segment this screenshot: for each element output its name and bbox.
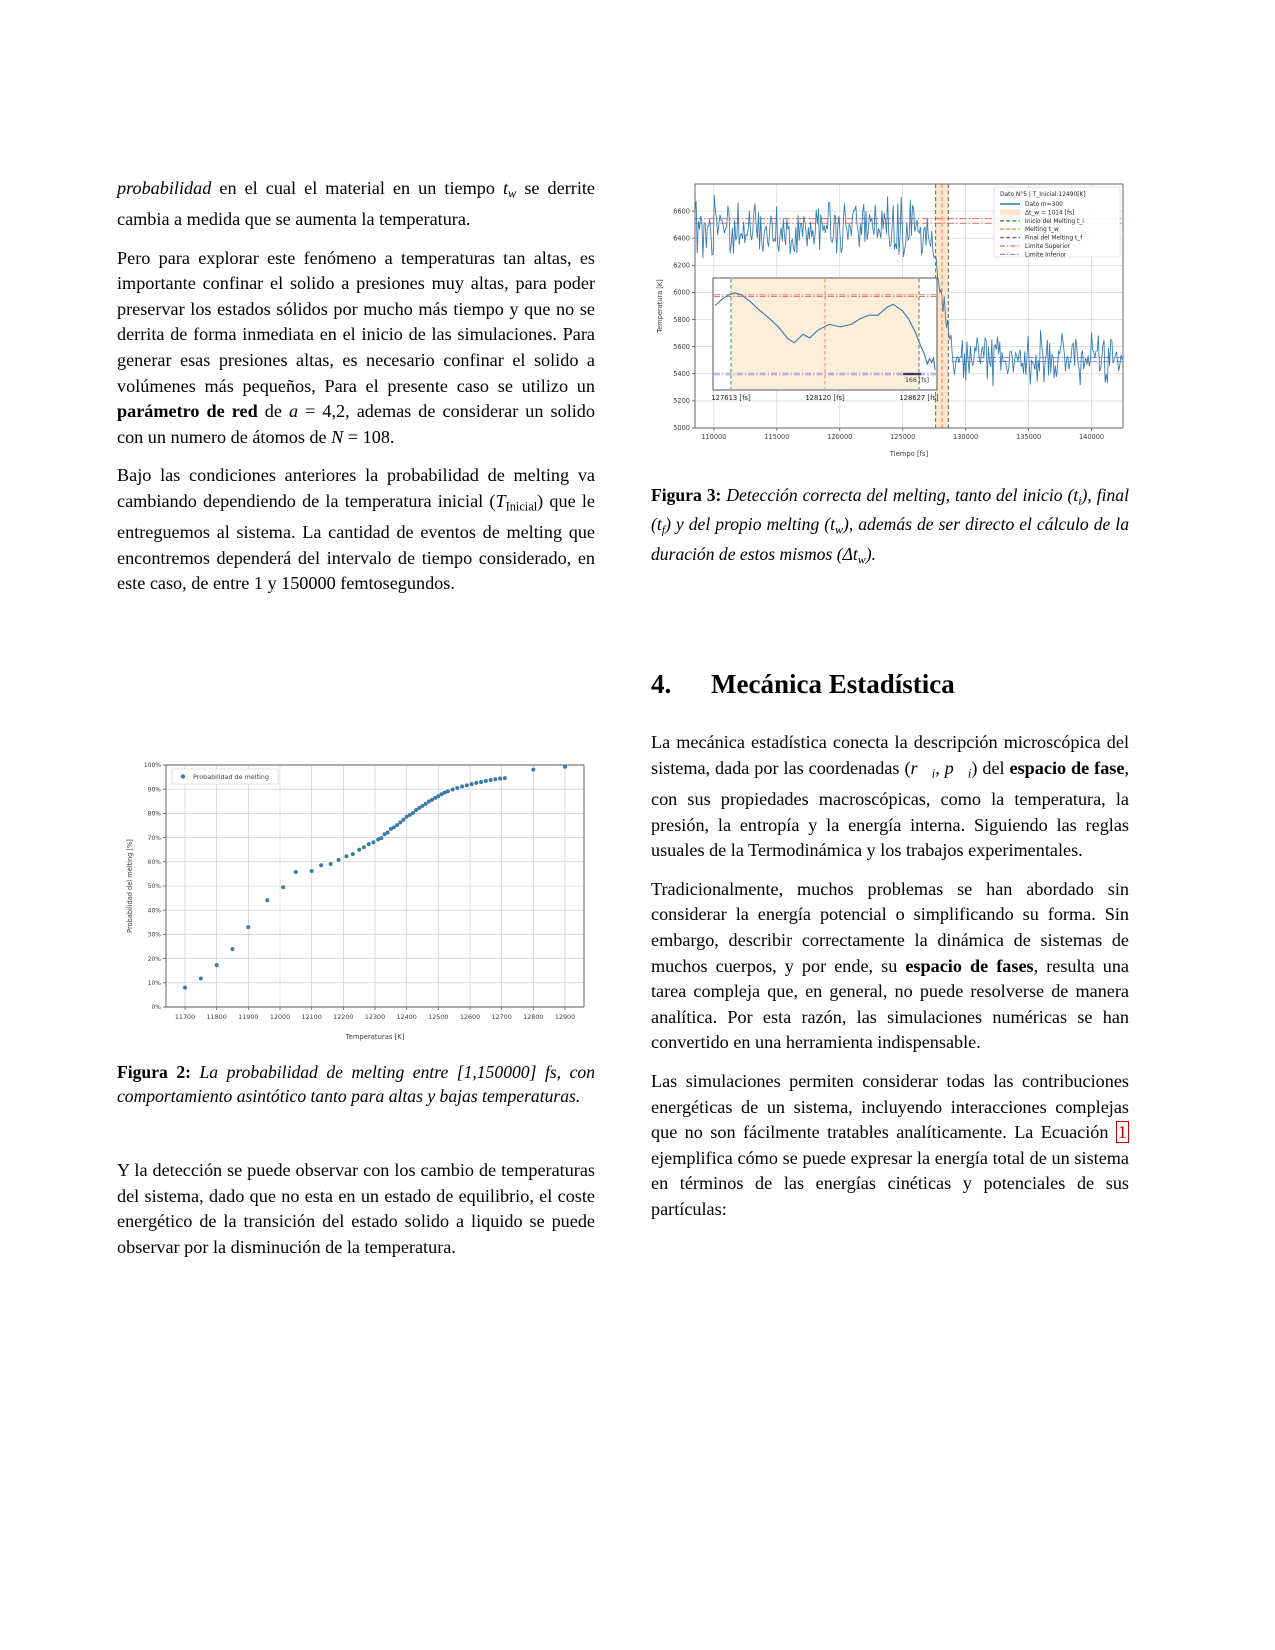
svg-text:12700: 12700 (491, 1013, 512, 1021)
paragraph-tradicionalmente: Tradicionalmente, muchos problemas se han abordado sin considerar la energía potencial o simplificando su forma. Sin embargo, describir correctamente la dinámica de sistemas de muchos cuerpos, y por ende, su espacio de fases, resulta una tarea compleja que, en general, no puede resolverse de manera analítica. Por esta razón, las simulaciones numéricas se han convertido en una herramienta indispensable. (651, 878, 1129, 1053)
svg-text:130000: 130000 (953, 433, 979, 441)
right-text-column (651, 668, 1129, 1236)
inset-xtick-labels (711, 394, 939, 402)
figure-2-legend (172, 769, 278, 784)
legend-label: Final del Melting t_f (1025, 235, 1083, 242)
svg-text:12400: 12400 (396, 1013, 417, 1021)
data-point (479, 780, 483, 784)
svg-text:10%: 10% (147, 980, 161, 987)
svg-text:6400: 6400 (673, 234, 690, 243)
svg-text:6600: 6600 (673, 207, 690, 216)
svg-text:140000: 140000 (1078, 433, 1105, 441)
svg-text:40%: 40% (147, 907, 161, 915)
data-point (531, 768, 535, 772)
svg-text:20%: 20% (147, 955, 161, 963)
data-point (455, 786, 459, 790)
data-point (474, 781, 478, 785)
legend-label: Limite Inferior (1025, 252, 1067, 259)
section-title: Mecánica Estadística (711, 669, 955, 699)
svg-text:5800: 5800 (673, 315, 690, 324)
svg-text:127613 [fs]: 127613 [fs] (711, 394, 751, 402)
data-point (563, 765, 567, 769)
data-point (337, 858, 341, 862)
svg-text:11800: 11800 (206, 1013, 227, 1021)
data-point (386, 831, 390, 835)
data-point (460, 785, 464, 789)
svg-text:12900: 12900 (554, 1013, 576, 1021)
svg-text:135000: 135000 (1016, 433, 1042, 441)
legend-label: Melting t_w (1025, 227, 1059, 234)
svg-text:110000: 110000 (701, 433, 727, 441)
data-point (265, 898, 269, 902)
data-point (498, 777, 502, 781)
data-point (362, 845, 366, 849)
figure-2-xlabel: Temperaturas [K] (345, 1033, 405, 1041)
data-point (329, 862, 333, 866)
data-point (246, 925, 250, 929)
section-heading-mecanica-estadistica (651, 668, 1129, 700)
figure-2-caption-text: La probabilidad de melting entre [1,150000] fs, con comportamiento asintótico tanto para altas y bajas temperaturas. (117, 1062, 595, 1106)
data-point (345, 854, 349, 858)
svg-text:12300: 12300 (364, 1013, 386, 1021)
legend-label: Dato m=300 (1025, 202, 1063, 208)
legend-title: Dato N°5 | T_Inicial:12490[K] (1000, 192, 1086, 198)
svg-text:12100: 12100 (301, 1013, 322, 1021)
data-point (503, 776, 507, 780)
data-point (351, 852, 355, 856)
svg-text:6200: 6200 (673, 261, 690, 270)
svg-text:11700: 11700 (174, 1013, 196, 1021)
svg-text:115000: 115000 (764, 433, 790, 441)
legend-label: Δt_w = 1014 [fs] (1025, 210, 1075, 217)
figure-2-ylabel: Probabilidad del melting [%] (126, 839, 134, 933)
paragraph-mecanica-estadistica: La mecánica estadística conecta la descripción microscópica del sistema, dada por las coordenadas (r⃗i, p⃗i) del espacio de fase, con sus propiedades macroscópicas, como la temperatura, la presión, la entropía y la energía interna. Siguiendo las reglas usuales de la Termodinámica y los trabajos experimentales. (651, 732, 1129, 861)
data-point (367, 842, 371, 846)
figure-3-timeseries-plot (651, 172, 1129, 464)
svg-text:70%: 70% (147, 834, 161, 842)
svg-text:12000: 12000 (269, 1013, 291, 1021)
svg-text:12800: 12800 (523, 1013, 544, 1021)
figure-3-caption-text: Detección correcta del melting, tanto del inicio (ti), final (tf) y del propio melting (tw), además de ser directo el cálculo de la duración de estos mismos (Δtw). (651, 485, 1129, 567)
data-point (446, 789, 450, 793)
figure-2-label: Figura 2: (117, 1062, 191, 1082)
legend-marker (181, 774, 185, 778)
paragraph-presiones: Pero para explorar este fenómeno a temperaturas tan altas, es importante confinar el solido a presiones muy altas, para poder preservar los estados sólidos por mucho más tiempo y que no se derrita de forma inmediata en el inicio de las simulaciones. Para generar esas presiones altas, es necesario confinar el solido a volúmenes más pequeños, Para el presente caso se utilizo un parámetro de red de a = 4,2, ademas de considerar un solido con un numero de átomos de N = 108. (117, 247, 595, 447)
data-point (281, 885, 285, 889)
svg-text:90%: 90% (147, 786, 161, 794)
data-point (451, 787, 455, 791)
data-point (465, 783, 469, 787)
svg-text:128627 [fs]: 128627 [fs] (899, 394, 939, 402)
svg-text:12600: 12600 (459, 1013, 481, 1021)
legend-label: Limite Superior (1025, 244, 1071, 250)
svg-text:125000: 125000 (890, 433, 916, 441)
paragraph-simulaciones: Las simulaciones permiten considerar todas las contribuciones energéticas de un sistema, incluyendo interacciones complejas que no son fácilmente tratables analíticamente. La Ecuación 1 ejemplifica cómo se puede expresar la energía total de un sistema en términos de las energías cinéticas y potenciales de sus partículas: (651, 1070, 1129, 1219)
data-point (183, 986, 187, 990)
left-text-column-lower (117, 1158, 595, 1273)
inset-duration-label: 166 [fs] (905, 377, 930, 384)
figure-3-xlabel: Tiempo [fs] (889, 450, 929, 458)
figure-3-melting-band (936, 184, 949, 428)
svg-text:100%: 100% (143, 762, 161, 770)
svg-text:5000: 5000 (673, 424, 690, 433)
svg-text:80%: 80% (147, 810, 161, 818)
data-point (231, 947, 235, 951)
paragraph-condiciones: Bajo las condiciones anteriores la probabilidad de melting va cambiando dependiendo de la temperatura inicial $(T_{Inicial})$ que le entreguemos al sistema. La cantidad de eventos de melting que encontremos dependerá del intervalo de tiempo considerado, en este caso, de entre 1 y 150000 femtosegundos. (117, 465, 595, 594)
data-point (395, 823, 399, 827)
figure-2-svg (120, 755, 592, 1045)
figure-3-legend (994, 187, 1120, 258)
figure-3-inset (713, 278, 937, 390)
data-point (493, 777, 497, 781)
figure-3-svg (651, 172, 1129, 464)
figure-3-caption (651, 483, 1129, 571)
data-point (411, 811, 415, 815)
svg-text:12200: 12200 (333, 1013, 354, 1021)
data-point (392, 825, 396, 829)
svg-text:5600: 5600 (673, 342, 690, 351)
svg-text:5200: 5200 (673, 397, 690, 406)
svg-text:60%: 60% (147, 859, 161, 866)
figure-2-caption (117, 1060, 595, 1108)
data-point (199, 976, 203, 980)
svg-text:11900: 11900 (238, 1013, 259, 1021)
figure-3-ylabel: Temperatura [K] (656, 279, 664, 333)
svg-text:120000: 120000 (827, 433, 853, 441)
data-point (379, 836, 383, 840)
paragraph-deteccion: Y la detección se puede observar con los cambio de temperaturas del sistema, dado que no esta en un estado de equilibrio, el coste energético de la transición del estado solido a liquido se puede observar por la disminución de la temperatura. (117, 1160, 595, 1257)
data-point (489, 778, 493, 782)
data-point (319, 863, 323, 867)
figure-3-label: Figura 3: (651, 485, 722, 505)
data-point (470, 782, 474, 786)
section-number: 4. (651, 669, 672, 699)
data-point (484, 779, 488, 783)
svg-text:6000: 6000 (673, 288, 690, 297)
svg-text:12500: 12500 (428, 1013, 449, 1021)
svg-text:50%: 50% (147, 883, 161, 891)
data-point (398, 820, 402, 824)
svg-text:128120 [fs]: 128120 [fs] (805, 394, 845, 402)
left-text-column (117, 176, 595, 610)
legend-swatch (1000, 209, 1020, 215)
legend-label: Probabilidad de melting (193, 773, 269, 781)
figure-2-scatter-plot (120, 755, 592, 1045)
svg-text:0%: 0% (151, 1004, 161, 1012)
data-point (371, 840, 375, 844)
data-point (215, 963, 219, 967)
svg-text:5400: 5400 (673, 369, 690, 378)
svg-text:30%: 30% (147, 931, 161, 939)
legend-label: Inicio del Melting t_i (1025, 218, 1084, 225)
data-point (294, 870, 298, 874)
data-point (357, 848, 361, 852)
data-point (402, 818, 406, 822)
data-point (310, 869, 314, 873)
paragraph-probabilidad: probabilidad en el cual el material en un tiempo tw se derrite cambia a medida que se aumenta la temperatura. (117, 178, 596, 230)
